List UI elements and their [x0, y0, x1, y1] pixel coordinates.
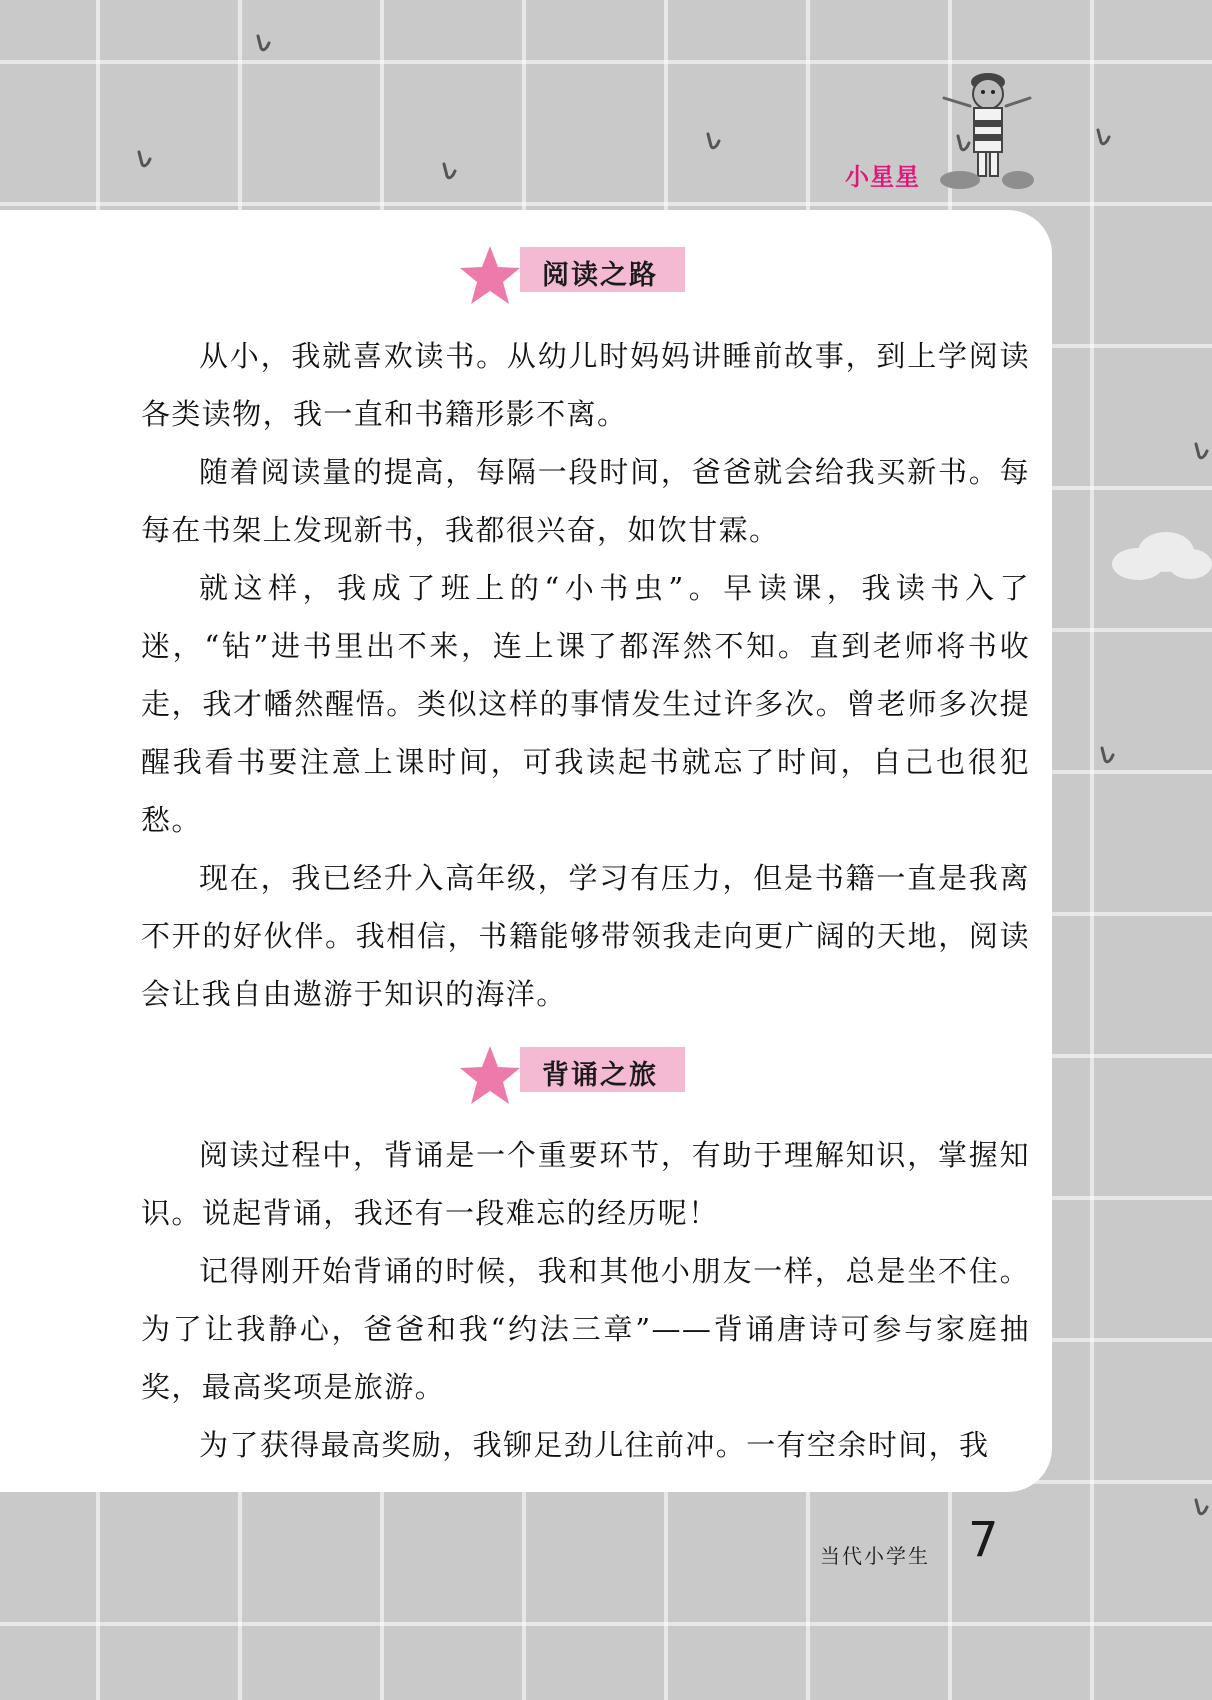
star-icon: [458, 244, 522, 308]
paragraph: 阅读过程中，背诵是一个重要环节，有助于理解知识，掌握知识。说起背诵，我还有一段难忘的经历呢！: [141, 1138, 1030, 1230]
section-title: 背诵之旅: [542, 1060, 658, 1091]
paragraph: 就这样，我成了班上的“小书虫”。早读课，我读书入了迷，“钻”进书里出不来，连上课了都浑然不知。直到老师将书收走，我才幡然醒悟。类似这样的事情发生过许多次。曾老师多次提醒我看书要注意上课时间，可我读起书就忘了时间，自己也很犯愁。: [141, 571, 1030, 837]
section-heading-recitation: [458, 1044, 718, 1094]
brand-label: 小星星: [845, 163, 920, 191]
paragraph: 记得刚开始背诵的时候，我和其他小朋友一样，总是坐不住。为了让我静心，爸爸和我“约法三章”——背诵唐诗可参与家庭抽奖，最高奖项是旅游。: [141, 1254, 1030, 1404]
sprout-icon: [1190, 1496, 1212, 1518]
paragraph: 随着阅读量的提高，每隔一段时间，爸爸就会给我买新书。每每在书架上发现新书，我都很兴奋，如饮甘霖。: [141, 455, 1030, 547]
cloud-decoration: [1108, 530, 1212, 582]
sprout-icon: [1092, 126, 1114, 148]
paragraph: 为了获得最高奖励，我铆足劲儿往前冲。一有空余时间，我: [199, 1428, 990, 1462]
sprout-icon: [438, 160, 460, 182]
section-heading-reading: [458, 244, 718, 294]
section-body-reading: [141, 327, 1030, 1023]
mascot-illustration: [940, 70, 1035, 190]
star-icon: [458, 1044, 522, 1108]
magazine-name: 当代小学生: [820, 1544, 930, 1568]
paragraph: 从小，我就喜欢读书。从幼儿时妈妈讲睡前故事，到上学阅读各类读物，我一直和书籍形影不离。: [141, 339, 1030, 431]
sprout-icon: [702, 130, 724, 152]
sprout-icon: [1096, 744, 1118, 766]
paragraph: 现在，我已经升入高年级，学习有压力，但是书籍一直是我离不开的好伙伴。我相信，书籍能够带领我走向更广阔的天地，阅读会让我自由遨游于知识的海洋。: [141, 861, 1030, 1011]
section-body-recitation: [141, 1126, 1030, 1474]
sprout-icon: [133, 148, 155, 170]
page-number: 7: [968, 1512, 999, 1568]
sprout-icon: [252, 32, 274, 54]
section-title: 阅读之路: [542, 260, 658, 291]
sprout-icon: [1190, 440, 1212, 462]
